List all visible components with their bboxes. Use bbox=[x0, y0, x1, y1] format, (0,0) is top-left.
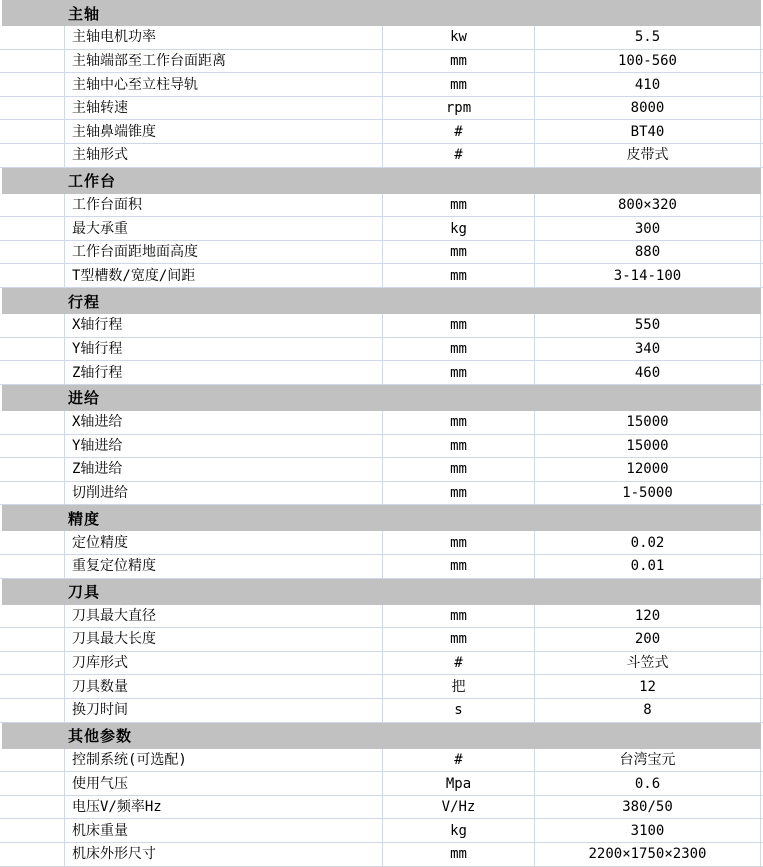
param-unit-cell: mm bbox=[383, 361, 535, 384]
param-name-cell: Z轴进给 bbox=[65, 458, 383, 481]
table-row bbox=[0, 264, 763, 288]
param-name-cell: X轴行程 bbox=[65, 314, 383, 337]
param-unit-cell: V/Hz bbox=[383, 796, 535, 819]
table-row bbox=[0, 482, 763, 506]
param-unit-cell: mm bbox=[383, 314, 535, 337]
param-unit-cell: mm bbox=[383, 605, 535, 628]
param-unit-cell: mm bbox=[383, 73, 535, 96]
table-row bbox=[0, 652, 763, 676]
table-row bbox=[0, 314, 763, 338]
param-unit-cell: mm bbox=[383, 843, 535, 866]
param-unit-cell: mm bbox=[383, 338, 535, 361]
row-spacer-cell bbox=[0, 772, 65, 795]
param-unit-cell: mm bbox=[383, 264, 535, 287]
row-spacer-cell bbox=[0, 314, 65, 337]
section-header-row bbox=[2, 288, 761, 314]
param-value-cell: 100-560 bbox=[535, 50, 761, 73]
table-row bbox=[0, 699, 763, 723]
param-value-cell: 15000 bbox=[535, 435, 761, 458]
table-row bbox=[0, 458, 763, 482]
param-value-cell: 8000 bbox=[535, 97, 761, 120]
table-row bbox=[0, 73, 763, 97]
row-spacer-cell bbox=[0, 411, 65, 434]
row-spacer-cell bbox=[0, 435, 65, 458]
section-header-row bbox=[2, 0, 761, 26]
row-spacer-cell bbox=[0, 531, 65, 554]
param-value-cell: 800×320 bbox=[535, 194, 761, 217]
param-name-cell: 最大承重 bbox=[65, 217, 383, 240]
row-spacer-cell bbox=[0, 819, 65, 842]
param-name-cell: 工作台面积 bbox=[65, 194, 383, 217]
table-row bbox=[0, 120, 763, 144]
param-name-cell: 切削进给 bbox=[65, 482, 383, 505]
param-unit-cell: mm bbox=[383, 411, 535, 434]
row-spacer-cell bbox=[0, 338, 65, 361]
table-row bbox=[0, 50, 763, 74]
param-value-cell: 台湾宝元 bbox=[535, 749, 761, 772]
param-name-cell: 主轴鼻端锥度 bbox=[65, 120, 383, 143]
param-name-cell: 换刀时间 bbox=[65, 699, 383, 722]
param-value-cell: 12000 bbox=[535, 458, 761, 481]
row-spacer-cell bbox=[0, 699, 65, 722]
param-value-cell: 12 bbox=[535, 675, 761, 698]
row-spacer-cell bbox=[0, 555, 65, 578]
param-value-cell: 0.01 bbox=[535, 555, 761, 578]
row-spacer-cell bbox=[0, 97, 65, 120]
param-name-cell: 定位精度 bbox=[65, 531, 383, 554]
param-unit-cell: 把 bbox=[383, 675, 535, 698]
row-spacer-cell bbox=[0, 26, 65, 49]
param-name-cell: 主轴形式 bbox=[65, 144, 383, 167]
section-header-row bbox=[2, 505, 761, 531]
param-name-cell: Y轴行程 bbox=[65, 338, 383, 361]
row-spacer-cell bbox=[0, 217, 65, 240]
section-header-row bbox=[2, 385, 761, 411]
param-value-cell: BT40 bbox=[535, 120, 761, 143]
row-spacer-cell bbox=[0, 120, 65, 143]
table-row bbox=[0, 26, 763, 50]
table-row bbox=[0, 628, 763, 652]
param-name-cell: 重复定位精度 bbox=[65, 555, 383, 578]
param-value-cell: 340 bbox=[535, 338, 761, 361]
table-row bbox=[0, 675, 763, 699]
section-title: 主轴 bbox=[68, 4, 101, 23]
table-row bbox=[0, 843, 763, 867]
param-unit-cell: mm bbox=[383, 628, 535, 651]
param-unit-cell: mm bbox=[383, 458, 535, 481]
param-unit-cell: mm bbox=[383, 555, 535, 578]
table-row bbox=[0, 194, 763, 218]
param-name-cell: 刀具最大长度 bbox=[65, 628, 383, 651]
param-value-cell: 0.02 bbox=[535, 531, 761, 554]
section-header-row bbox=[2, 168, 761, 194]
param-unit-cell: mm bbox=[383, 482, 535, 505]
row-spacer-cell bbox=[0, 50, 65, 73]
param-value-cell: 0.6 bbox=[535, 772, 761, 795]
table-row bbox=[0, 749, 763, 773]
table-row bbox=[0, 819, 763, 843]
param-value-cell: 200 bbox=[535, 628, 761, 651]
row-spacer-cell bbox=[0, 749, 65, 772]
param-value-cell: 300 bbox=[535, 217, 761, 240]
param-value-cell: 8 bbox=[535, 699, 761, 722]
param-value-cell: 120 bbox=[535, 605, 761, 628]
table-row bbox=[0, 361, 763, 385]
param-name-cell: X轴进给 bbox=[65, 411, 383, 434]
table-row bbox=[0, 97, 763, 121]
param-unit-cell: kw bbox=[383, 26, 535, 49]
section-title: 刀具 bbox=[68, 583, 101, 602]
row-spacer-cell bbox=[0, 194, 65, 217]
row-spacer-cell bbox=[0, 675, 65, 698]
param-name-cell: 刀具数量 bbox=[65, 675, 383, 698]
row-spacer-cell bbox=[0, 796, 65, 819]
row-spacer-cell bbox=[0, 482, 65, 505]
table-row bbox=[0, 531, 763, 555]
table-row bbox=[0, 796, 763, 820]
table-row bbox=[0, 217, 763, 241]
section-title: 行程 bbox=[68, 292, 101, 311]
param-value-cell: 460 bbox=[535, 361, 761, 384]
param-name-cell: 工作台面距地面高度 bbox=[65, 241, 383, 264]
row-spacer-cell bbox=[0, 628, 65, 651]
param-unit-cell: rpm bbox=[383, 97, 535, 120]
param-value-cell: 3-14-100 bbox=[535, 264, 761, 287]
param-name-cell: 使用气压 bbox=[65, 772, 383, 795]
param-value-cell: 15000 bbox=[535, 411, 761, 434]
param-value-cell: 550 bbox=[535, 314, 761, 337]
row-spacer-cell bbox=[0, 264, 65, 287]
param-value-cell: 5.5 bbox=[535, 26, 761, 49]
table-row bbox=[0, 411, 763, 435]
section-title: 精度 bbox=[68, 509, 101, 528]
section-header-row bbox=[2, 579, 761, 605]
param-value-cell: 380/50 bbox=[535, 796, 761, 819]
param-name-cell: T型槽数/宽度/间距 bbox=[65, 264, 383, 287]
param-name-cell: 主轴端部至工作台面距离 bbox=[65, 50, 383, 73]
param-name-cell: 主轴电机功率 bbox=[65, 26, 383, 49]
table-row bbox=[0, 555, 763, 579]
table-row bbox=[0, 435, 763, 459]
param-unit-cell: # bbox=[383, 749, 535, 772]
param-name-cell: 主轴转速 bbox=[65, 97, 383, 120]
param-unit-cell: Mpa bbox=[383, 772, 535, 795]
row-spacer-cell bbox=[0, 652, 65, 675]
row-spacer-cell bbox=[0, 241, 65, 264]
param-unit-cell: # bbox=[383, 144, 535, 167]
row-spacer-cell bbox=[0, 361, 65, 384]
param-name-cell: Y轴进给 bbox=[65, 435, 383, 458]
row-spacer-cell bbox=[0, 144, 65, 167]
param-name-cell: 主轴中心至立柱导轨 bbox=[65, 73, 383, 96]
param-name-cell: 电压V/频率Hz bbox=[65, 796, 383, 819]
section-title: 其他参数 bbox=[68, 727, 133, 746]
table-row bbox=[0, 605, 763, 629]
param-unit-cell: # bbox=[383, 120, 535, 143]
param-unit-cell: # bbox=[383, 652, 535, 675]
param-value-cell: 斗笠式 bbox=[535, 652, 761, 675]
param-unit-cell: mm bbox=[383, 194, 535, 217]
table-row bbox=[0, 144, 763, 168]
param-name-cell: Z轴行程 bbox=[65, 361, 383, 384]
param-name-cell: 控制系统(可选配) bbox=[65, 749, 383, 772]
param-name-cell: 刀库形式 bbox=[65, 652, 383, 675]
param-unit-cell: s bbox=[383, 699, 535, 722]
table-row bbox=[0, 338, 763, 362]
param-unit-cell: mm bbox=[383, 241, 535, 264]
param-unit-cell: mm bbox=[383, 531, 535, 554]
param-name-cell: 刀具最大直径 bbox=[65, 605, 383, 628]
param-unit-cell: kg bbox=[383, 217, 535, 240]
param-name-cell: 机床重量 bbox=[65, 819, 383, 842]
row-spacer-cell bbox=[0, 605, 65, 628]
param-unit-cell: mm bbox=[383, 50, 535, 73]
param-unit-cell: kg bbox=[383, 819, 535, 842]
row-spacer-cell bbox=[0, 843, 65, 866]
param-value-cell: 410 bbox=[535, 73, 761, 96]
param-value-cell: 2200×1750×2300 bbox=[535, 843, 761, 866]
table-row bbox=[0, 241, 763, 265]
param-value-cell: 880 bbox=[535, 241, 761, 264]
param-value-cell: 3100 bbox=[535, 819, 761, 842]
param-name-cell: 机床外形尺寸 bbox=[65, 843, 383, 866]
row-spacer-cell bbox=[0, 458, 65, 481]
section-header-row bbox=[2, 723, 761, 749]
param-value-cell: 1-5000 bbox=[535, 482, 761, 505]
section-title: 工作台 bbox=[68, 172, 117, 191]
section-title: 进给 bbox=[68, 389, 101, 408]
table-row bbox=[0, 772, 763, 796]
param-unit-cell: mm bbox=[383, 435, 535, 458]
param-value-cell: 皮带式 bbox=[535, 144, 761, 167]
row-spacer-cell bbox=[0, 73, 65, 96]
